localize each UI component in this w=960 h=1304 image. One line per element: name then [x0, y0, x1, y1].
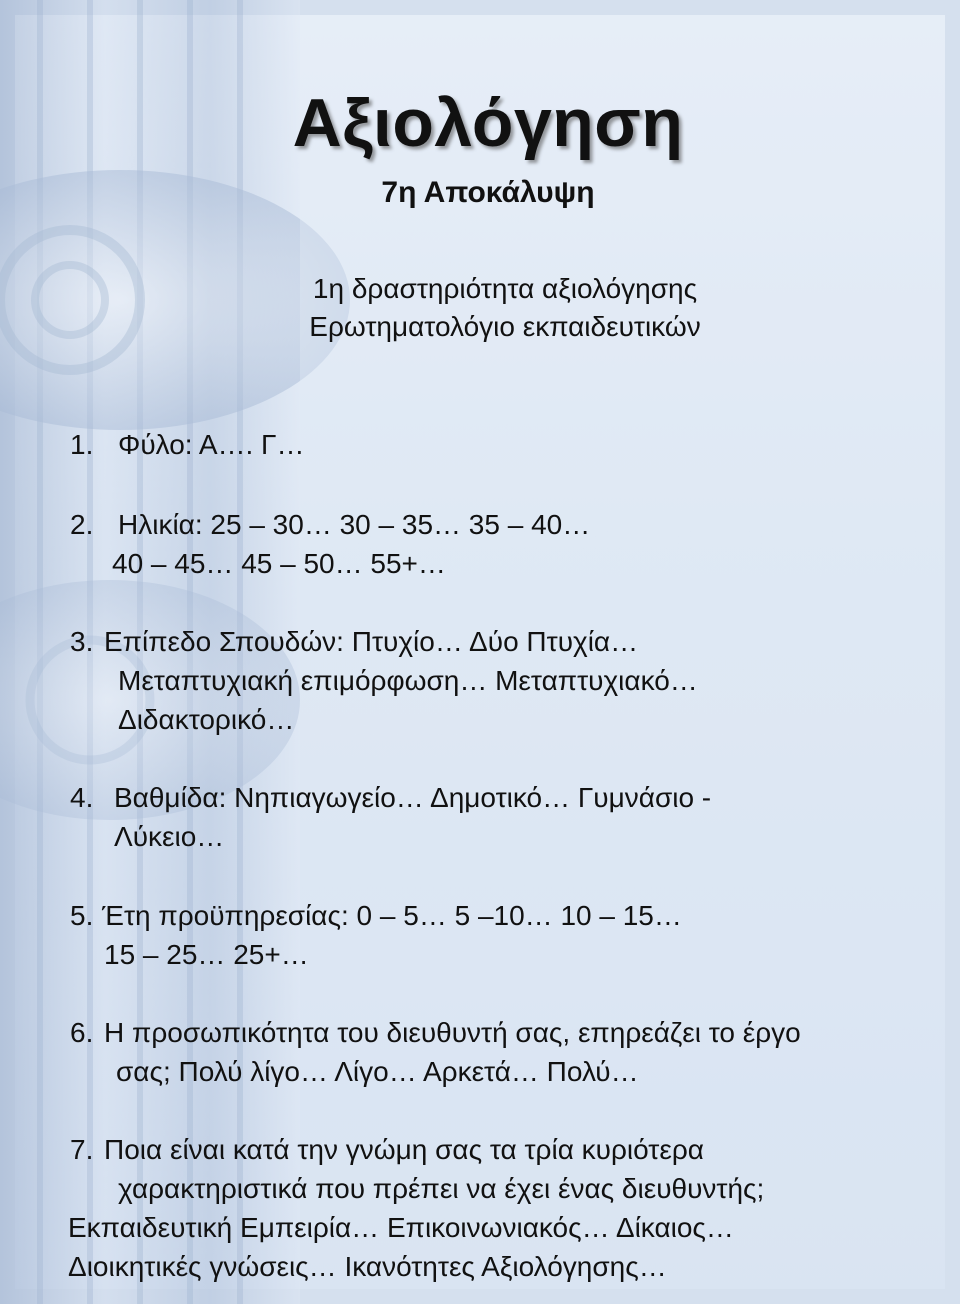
question-text-continued: 40 – 45… 45 – 50… 55+…: [112, 548, 446, 579]
question-text-continued: 15 – 25… 25+…: [104, 939, 309, 970]
question-1: [70, 425, 304, 464]
question-text-continued: Εκπαιδευτική Εμπειρία… Επικοινωνιακός… Δίκαιος…: [68, 1212, 734, 1243]
intro-line-questionnaire: Ερωτηματολόγιο εκπαιδευτικών: [309, 311, 701, 342]
question-7: [70, 1130, 764, 1286]
question-text-continued: Διδακτορικό…: [118, 704, 295, 735]
intro-line-activity: 1η δραστηριότητα αξιολόγησης: [312, 273, 698, 304]
question-number: 7.: [70, 1134, 94, 1165]
question-text: Επίπεδο Σπουδών: Πτυχίο… Δύο Πτυχία…: [104, 626, 639, 657]
question-text: Ποια είναι κατά την γνώμη σας τα τρία κυριότερα: [104, 1134, 704, 1165]
question-number: 4.: [70, 782, 94, 813]
question-number: 2.: [70, 509, 94, 540]
question-text: Ηλικία: 25 – 30… 30 – 35… 35 – 40…: [118, 509, 591, 540]
question-3: [70, 622, 698, 739]
question-number: 1.: [70, 429, 94, 460]
question-number: 3.: [70, 626, 94, 657]
intro-block: [240, 270, 770, 346]
question-2: [70, 505, 590, 583]
question-number: 6.: [70, 1017, 94, 1048]
question-text: Έτη προϋπηρεσίας: 0 – 5… 5 –10… 10 – 15…: [102, 900, 682, 931]
question-text-continued: Μεταπτυχιακή επιμόρφωση… Μεταπτυχιακό…: [118, 665, 698, 696]
question-text-continued: Διοικητικές γνώσεις… Ικανότητες Αξιολόγησης…: [68, 1251, 667, 1282]
page-title: Αξιολόγηση: [292, 85, 684, 161]
question-text-continued: χαρακτηριστικά που πρέπει να έχει ένας διευθυντής;: [118, 1173, 765, 1204]
question-5: [70, 896, 682, 974]
question-6: [70, 1013, 801, 1091]
question-text: Βαθμίδα: Νηπιαγωγείο… Δημοτικό… Γυμνάσιο -: [114, 782, 712, 813]
question-text-continued: σας; Πολύ λίγο… Λίγο… Αρκετά… Πολύ…: [116, 1056, 639, 1087]
question-number: 5.: [70, 900, 94, 931]
question-text: Η προσωπικότητα του διευθυντή σας, επηρεάζει το έργο: [104, 1017, 801, 1048]
question-text: Φύλο: Α…. Γ…: [118, 429, 305, 460]
page-subtitle: 7η Αποκάλυψη: [381, 176, 595, 209]
question-text-continued: Λύκειο…: [114, 821, 225, 852]
question-4: [70, 778, 711, 856]
